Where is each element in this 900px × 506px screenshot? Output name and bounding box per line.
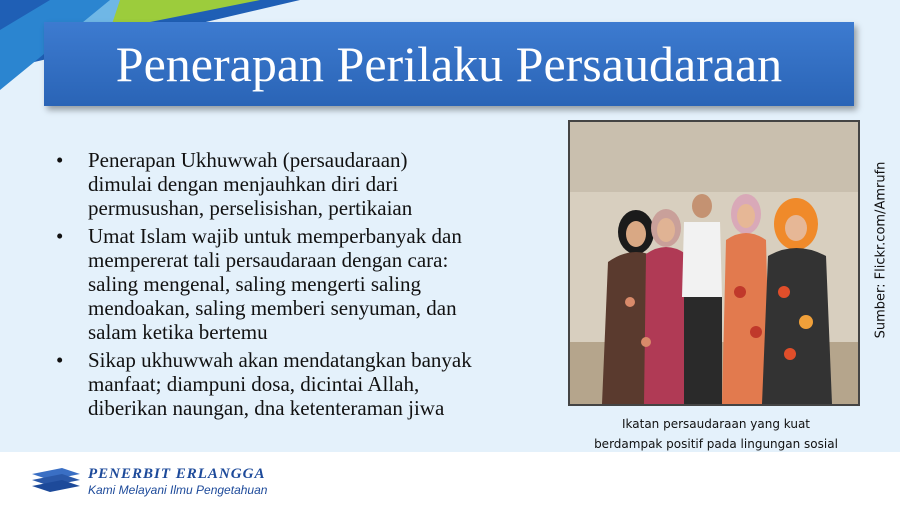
bullet-line: Umat Islam wajib untuk memperbanyak dan bbox=[88, 224, 462, 248]
publisher-name: PENERBIT ERLANGGA bbox=[88, 466, 266, 482]
book-stack-icon bbox=[32, 468, 80, 494]
bullet-dot: • bbox=[56, 148, 64, 172]
group-photo bbox=[568, 120, 860, 406]
caption-line: Ikatan persaudaraan yang kuat bbox=[621, 417, 811, 431]
bullet-line: manfaat; diampuni dosa, dicintai Allah, bbox=[88, 372, 420, 396]
photo-caption bbox=[572, 414, 860, 454]
title-bar bbox=[44, 22, 854, 106]
caption-line: berdampak positif pada lingungan sosial bbox=[594, 437, 838, 451]
publisher-tagline: Kami Melayani Ilmu Pengetahuan bbox=[88, 483, 268, 497]
bullet-line: salam ketika bertemu bbox=[88, 320, 268, 344]
photo-source-label bbox=[868, 140, 894, 360]
bullet-line: Sikap ukhuwwah akan mendatangkan banyak bbox=[88, 348, 472, 372]
slide-title: Penerapan Perilaku Persaudaraan bbox=[115, 36, 783, 92]
publisher-logo bbox=[32, 466, 332, 498]
bullet-line: diberikan naungan, dna ketenteraman jiwa bbox=[88, 396, 445, 420]
bullet-item bbox=[56, 224, 556, 344]
bullet-line: Penerapan Ukhuwwah (persaudaraan) bbox=[88, 148, 408, 172]
bullet-line: dimulai dengan menjauhkan diri dari bbox=[88, 172, 399, 196]
photo-source-text: Sumber: Flickr.com/Amrufn bbox=[873, 161, 889, 339]
bullet-line: permusushan, perselisishan, pertikaian bbox=[88, 196, 413, 220]
bullet-item bbox=[56, 348, 556, 420]
bullet-line: saling mengenal, saling mengerti saling bbox=[88, 272, 422, 296]
bullet-line: mendoakan, saling memberi senyuman, dan bbox=[88, 296, 457, 320]
bullet-item bbox=[56, 148, 556, 220]
bullet-dot: • bbox=[56, 224, 64, 248]
bullet-dot: • bbox=[56, 348, 64, 372]
bullet-list bbox=[56, 148, 556, 424]
bullet-line: mempererat tali persaudaraan dengan cara: bbox=[88, 248, 449, 272]
